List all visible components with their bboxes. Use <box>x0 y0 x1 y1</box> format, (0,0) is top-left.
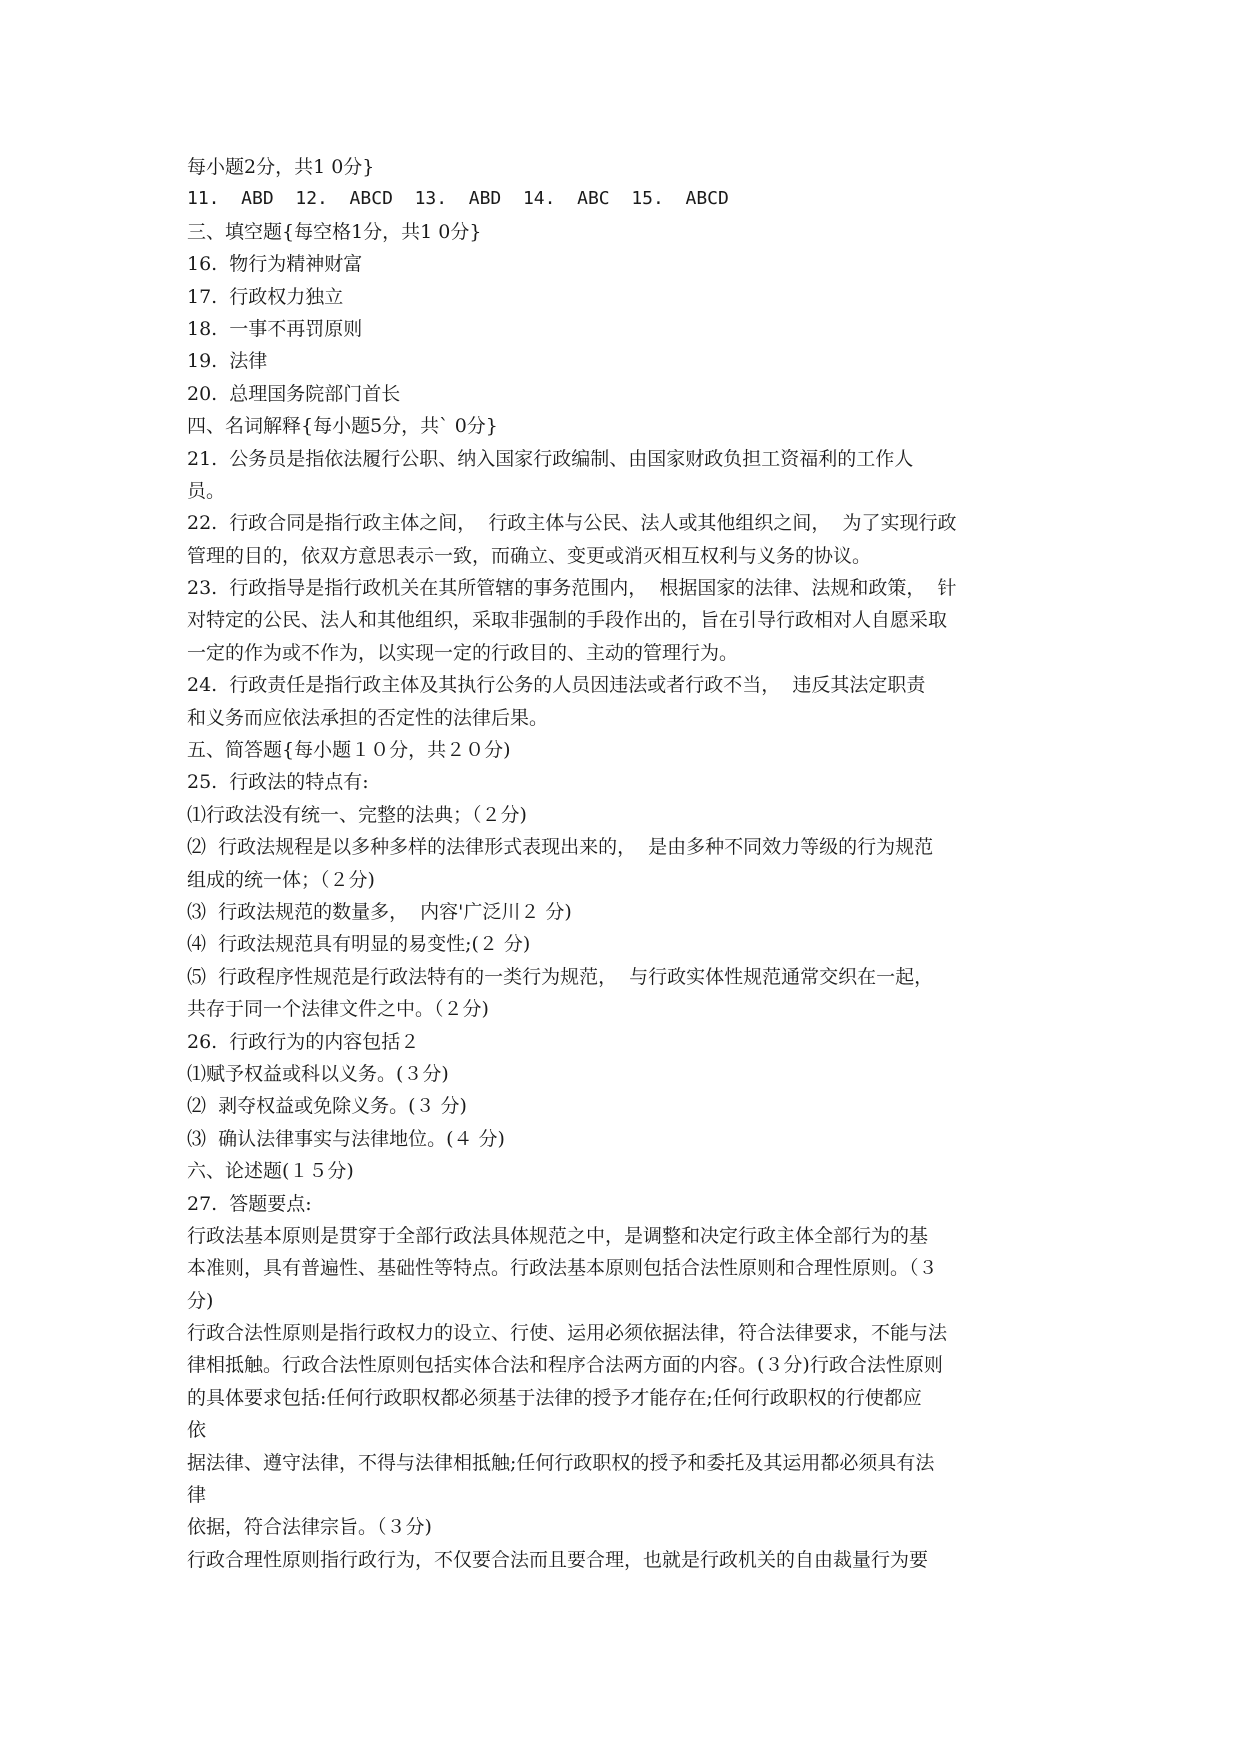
text-line: ⑸ 行政程序性规范是行政法特有的一类行为规范， 与行政实体性规范通常交织在一起， <box>187 965 934 988</box>
text-line: 20. 总理国务院部门首长 <box>187 382 401 405</box>
text-line: ⑵ 剥夺权益或免除义务。(３ 分) <box>187 1095 467 1118</box>
text-line: 16. 物行为精神财富 <box>187 253 363 276</box>
text-line: 18. 一事不再罚原则 <box>187 317 363 340</box>
text-line: ⑶ 行政法规范的数量多， 内容'广泛川２ 分) <box>187 900 572 923</box>
text-line: 19. 法律 <box>187 350 268 373</box>
text-line: 行政合法性原则是指行政权力的设立、行使、运用必须依据法律，符合法律要求，不能与法 <box>187 1322 948 1345</box>
text-line: 行政法基本原则是贯穿于全部行政法具体规范之中，是调整和决定行政主体全部行为的基 <box>187 1224 929 1247</box>
text-line: 的具体要求包括:任何行政职权都必须基于法律的授予才能存在;任何行政职权的行使都应 <box>187 1386 922 1409</box>
text-line: 组成的统一体；（２分) <box>187 868 375 891</box>
text-line: ⑴行政法没有统一、完整的法典；（２分) <box>187 803 527 826</box>
text-line: 17. 行政权力独立 <box>187 285 344 308</box>
text-line: 11. ABD 12. ABCD 13. ABD 14. ABC 15. ABCD <box>187 188 729 210</box>
text-line: 律相抵触。行政合法性原则包括实体合法和程序合法两方面的内容。(３分)行政合法性原则 <box>187 1354 943 1377</box>
text-line: 21. 公务员是指依法履行公职、纳入国家行政编制、由国家财政负担工资福利的工作人 <box>187 447 914 470</box>
text-line: 每小题2分，共1 0分} <box>187 156 375 178</box>
text-line: 和义务而应依法承担的否定性的法律后果。 <box>187 706 549 729</box>
text-line: 一定的作为或不作为，以实现一定的行政目的、主动的管理行为。 <box>187 641 739 664</box>
text-line: 26. 行政行为的内容包括２ <box>187 1030 420 1053</box>
text-line: 依 <box>187 1419 207 1442</box>
text-line: ⑶ 确认法律事实与法律地位。(４ 分) <box>187 1127 505 1150</box>
text-line: 24. 行政责任是指行政主体及其执行公务的人员因违法或者行政不当， 违反其法定职责 <box>187 674 926 697</box>
text-line: 五、简答题{每小题１０分，共２０分) <box>187 739 511 762</box>
text-line: 23. 行政指导是指行政机关在其所管辖的事务范围内， 根据国家的法律、法规和政策， 针 <box>187 577 957 600</box>
text-line: 四、名词解释{每小题5分，共` 0分} <box>187 415 498 438</box>
text-line: 共存于同一个法律文件之中。（２分) <box>187 998 489 1021</box>
text-line: 六、论述题(１５分) <box>187 1160 354 1183</box>
text-line: 行政合理性原则指行政行为，不仅要合法而且要合理，也就是行政机关的自由裁量行为要 <box>187 1548 929 1571</box>
text-line: 律 <box>187 1484 207 1507</box>
text-line: 25. 行政法的特点有: <box>187 771 369 794</box>
text-line: 27. 答题要点: <box>187 1192 312 1215</box>
text-line: 据法律、遵守法律，不得与法律相抵触;任何行政职权的授予和委托及其运用都必须具有法 <box>187 1451 935 1474</box>
text-line: 分) <box>187 1289 214 1312</box>
text-line: 员。 <box>187 479 226 502</box>
text-line: ⑴赋予权益或科以义务。(３分) <box>187 1062 449 1085</box>
text-line: 22. 行政合同是指行政主体之间， 行政主体与公民、法人或其他组织之间， 为了实现行政 <box>187 512 957 535</box>
text-line: ⑵ 行政法规程是以多种多样的法律形式表现出来的， 是由多种不同效力等级的行为规范 <box>187 836 934 859</box>
text-line: 依据，符合法律宗旨。（３分) <box>187 1516 432 1539</box>
text-line: 对特定的公民、法人和其他组织，采取非强制的手段作出的，旨在引导行政相对人自愿采取 <box>187 609 948 632</box>
text-line: ⑷ 行政法规范具有明显的易变性;(２ 分) <box>187 933 531 956</box>
document-body <box>187 151 1067 1576</box>
text-line: 管理的目的，依双方意思表示一致，而确立、变更或消灭相互权利与义务的协议。 <box>187 544 872 567</box>
text-line: 三、填空题{每空格1分，共1 0分} <box>187 220 482 243</box>
text-line: 本准则，具有普遍性、基础性等特点。行政法基本原则包括合法性原则和合理性原则。（３ <box>187 1257 938 1280</box>
